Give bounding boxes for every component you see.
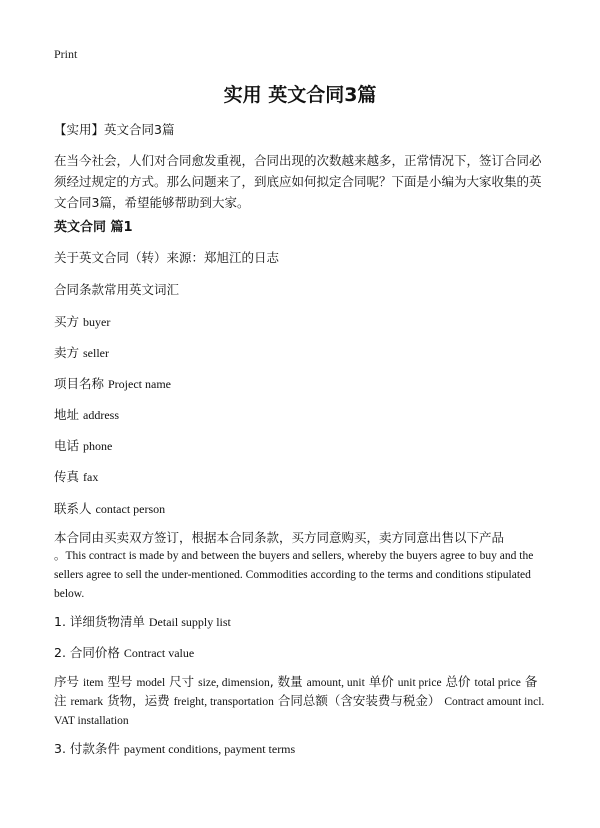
clause-detail-supply-list: 1. 详细货物清单 Detail supply list	[54, 614, 231, 629]
vocab-item-buyer: 买方 buyer	[54, 314, 111, 329]
vocab-item-project-name: 项目名称 Project name	[54, 376, 171, 391]
vocab-item-phone: 电话 phone	[54, 438, 113, 453]
vocab-item-address: 地址 address	[54, 407, 119, 422]
clause-contract-value: 2. 合同价格 Contract value	[54, 645, 195, 660]
clause-payment-conditions: 3. 付款条件 payment conditions, payment terms	[54, 741, 296, 756]
intro-paragraph: 在当今社会，人们对合同愈发重视，合同出现的次数越来越多，正常情况下，签订合同必须经过规定的方式。那么问题来了，到底应如何拟定合同呢？下面是小编为大家收集的英文合同3篇，希望能够帮助到大家。	[54, 153, 542, 210]
document-title: 实用 英文合同3篇	[223, 84, 377, 106]
section-heading: 英文合同 篇1	[54, 220, 133, 235]
contract-intro-zh: 本合同由买卖双方签订，根据本合同条款，买方同意购买，卖方同意出售以下产品	[54, 530, 505, 545]
contract-intro-paragraph	[54, 529, 548, 603]
print-label: Print	[54, 47, 78, 61]
contract-intro-en: 。This contract is made by and between the buyers and sellers, whereby the buyers agree to buy and the sellers agree to sell the under-mentioned. Commodities according to the terms and conditions stipulated below.	[54, 550, 534, 600]
vocab-item-contact-person: 联系人 contact person	[54, 501, 166, 516]
document-subtitle: 【实用】英文合同3篇	[54, 122, 175, 137]
vocab-item-fax: 传真 fax	[54, 469, 99, 484]
vocab-item-seller: 卖方 seller	[54, 345, 109, 360]
source-line: 关于英文合同（转）来源：郑旭江的日志	[54, 250, 280, 265]
vocab-heading: 合同条款常用英文词汇	[54, 282, 180, 297]
pricing-terms-paragraph: 序号 item 型号 model 尺寸 size, dimension, 数量 amount, unit 单价 unit price 总价 total price 备注 remark 货物，运费 freight, transportation 合同总额（含安装费与税金） Contract amount incl. VAT installation	[54, 674, 545, 727]
